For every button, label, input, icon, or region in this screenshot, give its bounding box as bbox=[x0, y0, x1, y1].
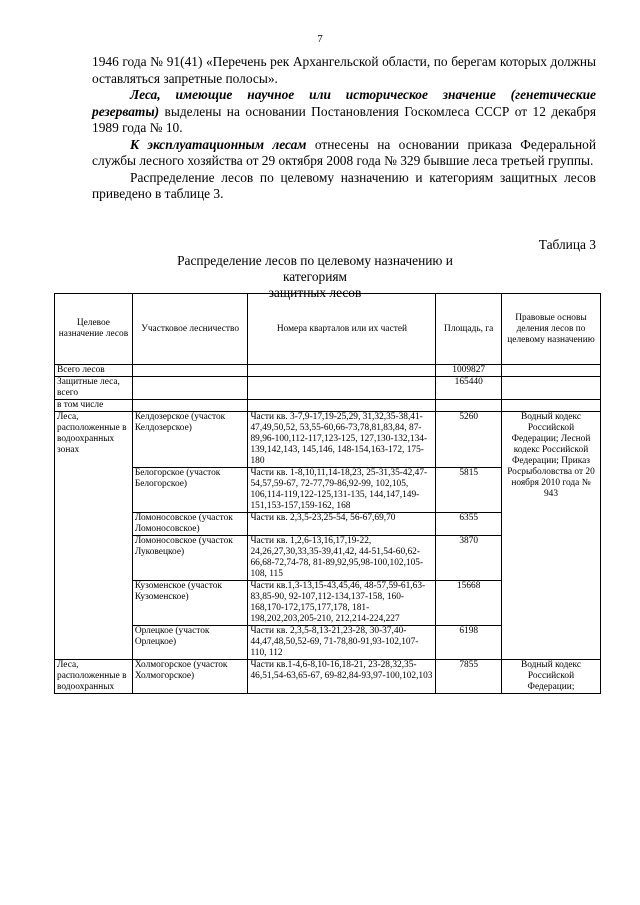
page-number: 7 bbox=[317, 33, 323, 45]
table-row bbox=[55, 660, 601, 694]
caption-line-1: Распределение лесов по целевому назначению и категориям bbox=[177, 253, 453, 284]
area-cell: 15668 bbox=[436, 581, 502, 626]
paragraph-2-emphasis: Леса, имеющие научное или историческое значение (генетические резерваты) bbox=[92, 87, 596, 119]
caption-line-2: защитных лесов bbox=[268, 285, 362, 300]
incl-label: в том числе bbox=[55, 400, 133, 412]
table-row-incl bbox=[55, 400, 601, 412]
district-cell: Холмогорское (участок Холмогорское) bbox=[132, 660, 248, 694]
group-1-label: Леса, расположенные в водоохранных зонах bbox=[55, 412, 133, 660]
paragraph-3 bbox=[92, 137, 596, 170]
area-cell: 3870 bbox=[436, 536, 502, 581]
district-cell: Ломоносовское (участок Ломоносовское) bbox=[132, 513, 248, 536]
table-row-total bbox=[55, 365, 601, 377]
area-cell: 6355 bbox=[436, 513, 502, 536]
quarters-cell: Части кв. 1-8,10,11,14-18,23, 25-31,35-42,47-54,57,59-67, 72-77,79-86,92-99, 102,105, 106,114-119,122-125,131-135, 144,147,149-151,153-157,159-162, 168 bbox=[248, 468, 436, 513]
district-cell: Кузоменское (участок Кузоменское) bbox=[132, 581, 248, 626]
forest-distribution-table bbox=[54, 293, 601, 694]
total-area: 1009827 bbox=[436, 365, 502, 377]
paragraph-2-text: выделены на основании Постановления Госкомлеса СССР от 12 декабря 1989 года № 10. bbox=[92, 103, 596, 135]
body-text bbox=[92, 54, 596, 203]
quarters-cell: Части кв. 3-7,9-17,19-25,29, 31,32,35-38,41-47,49,50,52, 53,55-60,66-73,78,81,83,84, 87-89,96-100,112-117,123-125, 127,130-132,134-139,142,143, 145,146, 148-154,163-172, 175-180 bbox=[248, 412, 436, 468]
area-cell: 5815 bbox=[436, 468, 502, 513]
district-cell: Ломоносовское (участок Луковецкое) bbox=[132, 536, 248, 581]
table-label: Таблица 3 bbox=[538, 237, 596, 252]
district-cell: Келдозерское (участок Келдозерское) bbox=[132, 412, 248, 468]
group-2-label: Леса, расположенные в водоохранных bbox=[55, 660, 133, 694]
quarters-cell: Части кв.1,3-13,15-43,45,46, 48-57,59-61,63-83,85-90, 92-107,112-134,137-158, 160-168,170-172,175,177,178, 181-198,202,203,205-210, 212,214-224,227 bbox=[248, 581, 436, 626]
area-cell: 7855 bbox=[436, 660, 502, 694]
paragraph-3-text: отнесены на основании приказа Федеральной службы лесного хозяйства от 29 октября 2008 года № 329 бывшие леса третьей группы. bbox=[92, 136, 596, 168]
group-1-law: Водный кодекс Российской Федерации; Лесной кодекс Российской Федерации; Приказ Росрыболовства от 20 ноября 2010 года № 943 bbox=[501, 412, 600, 660]
quarters-cell: Части кв. 2,3,5-8,13-21,23-28, 30-37,40-44,47,48,50,52-69, 71-78,80-91,93-102,107-110, 112 bbox=[248, 626, 436, 660]
header-district: Участковое лесничество bbox=[132, 294, 248, 365]
table-row bbox=[55, 412, 601, 468]
paragraph-1: 1946 года № 91(41) «Перечень рек Архангельской области, по берегам которых должны оставляться запретные полосы». bbox=[92, 54, 596, 86]
area-cell: 5260 bbox=[436, 412, 502, 468]
paragraph-2 bbox=[92, 87, 596, 137]
area-cell: 6198 bbox=[436, 626, 502, 660]
table-header-row bbox=[55, 294, 601, 365]
protective-area: 165440 bbox=[436, 377, 502, 400]
protective-label: Защитные леса, всего bbox=[55, 377, 133, 400]
header-quarters: Номера кварталов или их частей bbox=[248, 294, 436, 365]
total-label: Всего лесов bbox=[55, 365, 133, 377]
paragraph-3-emphasis: К эксплуатационным лесам bbox=[130, 136, 307, 152]
quarters-cell: Части кв. 2,3,5-23,25-54, 56-67,69,70 bbox=[248, 513, 436, 536]
district-cell: Орлецкое (участок Орлецкое) bbox=[132, 626, 248, 660]
group-2-law: Водный кодекс Российской Федерации; bbox=[501, 660, 600, 694]
quarters-cell: Части кв. 1,2,6-13,16,17,19-22, 24,26,27,30,33,35-39,41,42, 44-51,54-60,62-66,68-72,74-78, 81-89,92,95,98-100,102,105-108, 115 bbox=[248, 536, 436, 581]
header-purpose: Целевое назначение лесов bbox=[55, 294, 133, 365]
table-row-protective bbox=[55, 377, 601, 400]
header-area: Площадь, га bbox=[436, 294, 502, 365]
quarters-cell: Части кв.1-4,6-8,10-16,18-21, 23-28,32,35-46,51,54-63,65-67, 69-82,84-93,97-100,102,103 bbox=[248, 660, 436, 694]
header-legal: Правовые основы деления лесов по целевому назначению bbox=[501, 294, 600, 365]
district-cell: Белогорское (участок Белогорское) bbox=[132, 468, 248, 513]
paragraph-4: Распределение лесов по целевому назначению и категориям защитных лесов приведено в таблице 3. bbox=[92, 169, 596, 201]
